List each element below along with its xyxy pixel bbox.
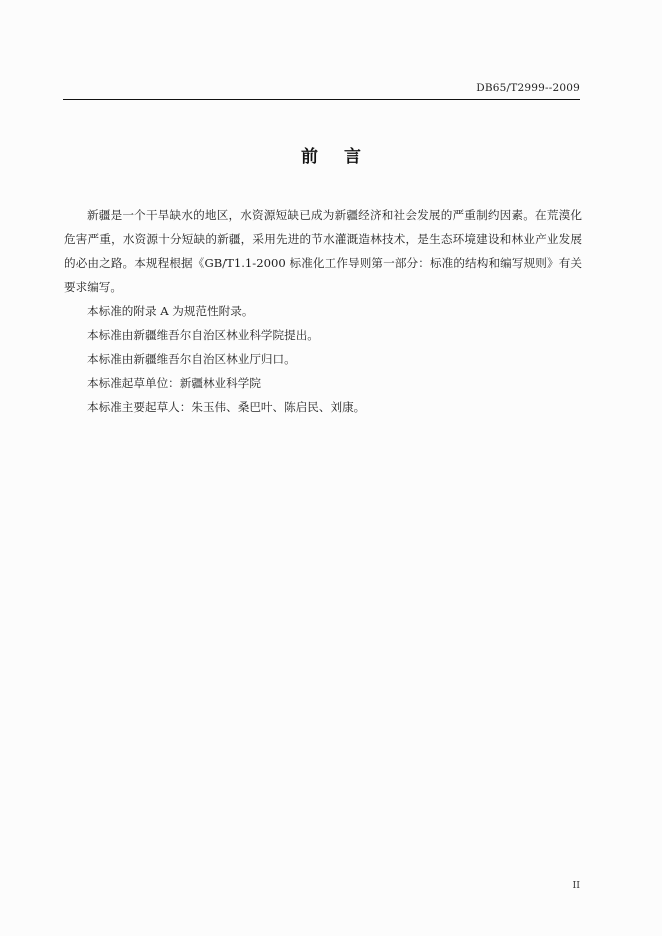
standard-code: DB65/T2999--2009 xyxy=(476,82,580,94)
header-divider xyxy=(63,99,580,100)
page-title: 前言 xyxy=(301,147,387,167)
page-number: II xyxy=(572,880,580,891)
paragraph-drafters: 本标准主要起草人：朱玉伟、桑巴叶、陈启民、刘康。 xyxy=(87,400,366,414)
paragraph-drafting-unit: 本标准起草单位：新疆林业科学院 xyxy=(87,376,261,390)
foreword-body xyxy=(64,203,582,419)
paragraph-proposer: 本标准由新疆维吾尔自治区林业科学院提出。 xyxy=(87,328,319,342)
paragraph-administrator: 本标准由新疆维吾尔自治区林业厅归口。 xyxy=(87,352,296,366)
paragraph-intro: 新疆是一个干旱缺水的地区，水资源短缺已成为新疆经济和社会发展的严重制约因素。在荒漠化危害严重，水资源十分短缺的新疆，采用先进的节水灌溉造林技术，是生态环境建设和林业产业发展的必由之路。本规程根据《GB/T1.1-2000 标准化工作导则第一部分：标准的结构和编写规则》有关要求编写。 xyxy=(64,208,582,294)
paragraph-appendix: 本标准的附录 A 为规范性附录。 xyxy=(87,304,254,318)
